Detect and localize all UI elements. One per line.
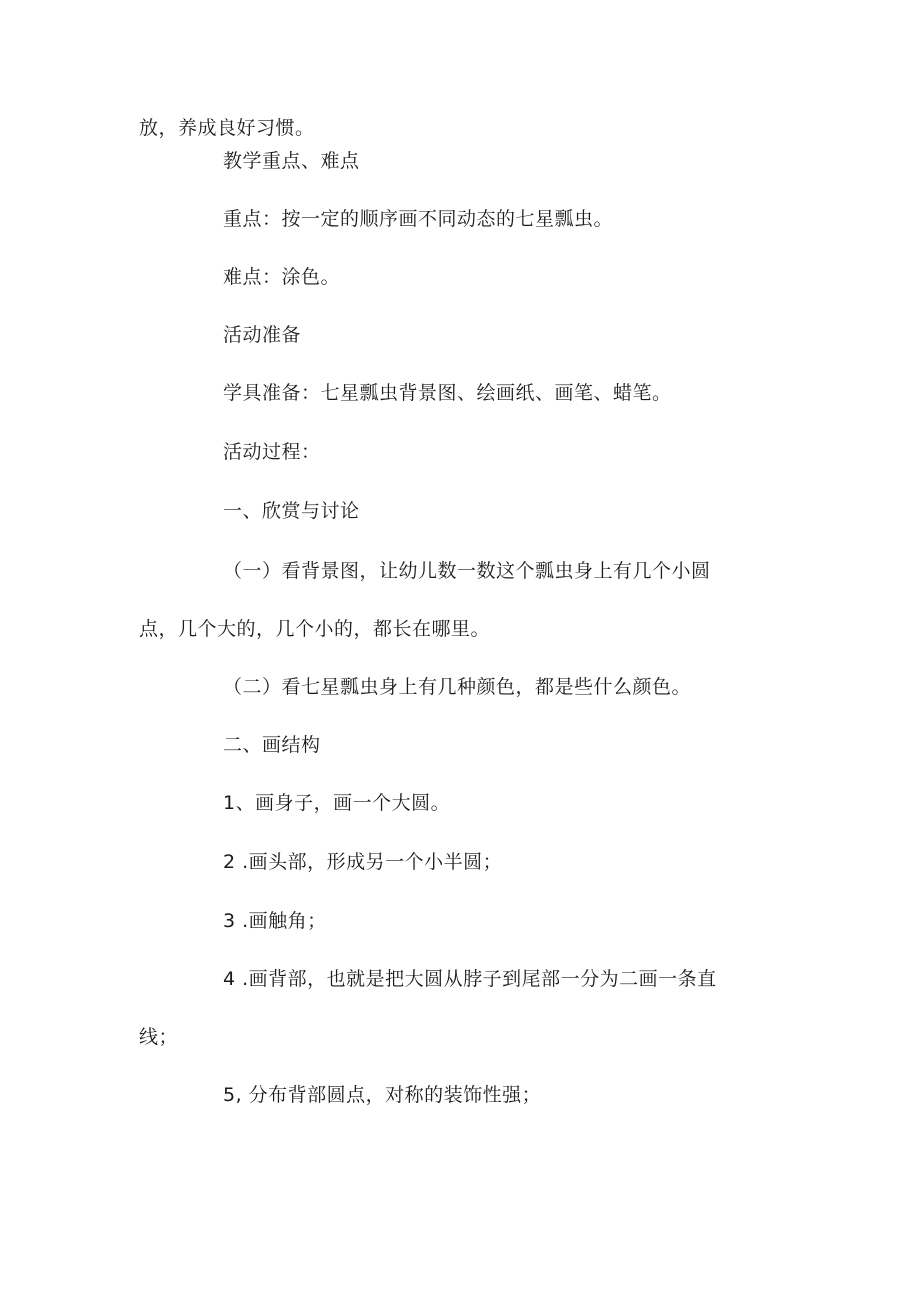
text-step-1: 1、画身子，画一个大圆。 [223,792,451,814]
text-difficulty: 难点：涂色。 [223,266,341,288]
text-key-point: 重点：按一定的顺序画不同动态的七星瓢虫。 [223,208,614,230]
heading-section-one: 一、欣赏与讨论 [223,500,360,522]
heading-preparation: 活动准备 [223,324,302,346]
text-step-3: 3 .画触角； [223,910,327,932]
heading-process: 活动过程： [223,441,321,463]
heading-key-points: 教学重点、难点 [223,150,360,172]
text-step-2: 2 .画头部，形成另一个小半圆； [223,851,503,873]
text-item-1-2: （二）看七星瓢虫身上有几种颜色，都是些什么颜色。 [223,676,692,698]
text-step-5: 5, 分布背部圆点，对称的装饰性强； [223,1084,542,1106]
text-step-4-cont: 线； [139,1026,179,1048]
text-item-1-1-cont: 点，几个大的，几个小的，都长在哪里。 [139,618,491,640]
text-line-continuation: 放，养成良好习惯。 [139,117,315,139]
text-item-1-1: （一）看背景图，让幼儿数一数这个瓢虫身上有几个小圆 [223,560,711,582]
heading-section-two: 二、画结构 [223,734,321,756]
text-materials: 学具准备：七星瓢虫背景图、绘画纸、画笔、蜡笔。 [223,382,672,404]
text-step-4: 4 .画背部，也就是把大圆从脖子到尾部一分为二画一条直 [223,968,717,990]
